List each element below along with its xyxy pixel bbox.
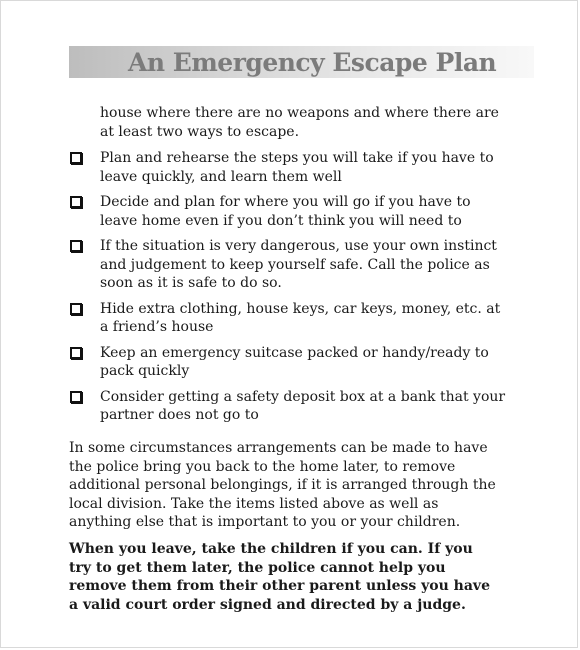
- bold-warning-paragraph: When you leave, take the children if you can. If you try to get them later, the police cannot help you remove them from their other parent unless you have a valid court order signed and directed by a judge.: [69, 541, 490, 613]
- checklist-item: [69, 300, 509, 337]
- checklist-item-text: Keep an emergency suitcase packed or handy/ready to pack quickly: [100, 344, 489, 379]
- checklist-item: [69, 149, 509, 186]
- escape-checklist: [69, 149, 509, 432]
- checklist-item-text: Decide and plan for where you will go if you have to leave home even if you don’t think you will need to: [100, 194, 471, 229]
- checklist-item: [69, 388, 509, 425]
- empty-checkbox-icon: [70, 347, 82, 359]
- empty-checkbox-icon: [70, 240, 82, 252]
- checklist-item-text: Hide extra clothing, house keys, car keys, money, etc. at a friend’s house: [100, 300, 501, 335]
- empty-checkbox-icon: [70, 391, 82, 403]
- empty-checkbox-icon: [70, 152, 82, 164]
- empty-checkbox-icon: [70, 303, 82, 315]
- checklist-item-text: Consider getting a safety deposit box at a bank that your partner does not go to: [100, 388, 506, 423]
- empty-checkbox-icon: [70, 196, 82, 208]
- checklist-item-text: Plan and rehearse the steps you will take if you have to leave quickly, and learn them well: [100, 150, 494, 185]
- checklist-item: [69, 237, 509, 293]
- intro-continuation: house where there are no weapons and where there are at least two ways to escape.: [100, 105, 499, 140]
- page-title: An Emergency Escape Plan: [128, 48, 497, 77]
- checklist-item-text: If the situation is very dangerous, use your own instinct and judgement to keep yourself safe. Call the police as soon as it is safe to do so.: [100, 238, 497, 291]
- body-paragraph: In some circumstances arrangements can be made to have the police bring you back to the home later, to remove additional personal belongings, if it is arranged through the local division. Take the items listed above as well as anything else that is important to you or your children.: [69, 440, 496, 530]
- checklist-item: [69, 193, 509, 230]
- checklist-item: [69, 344, 509, 381]
